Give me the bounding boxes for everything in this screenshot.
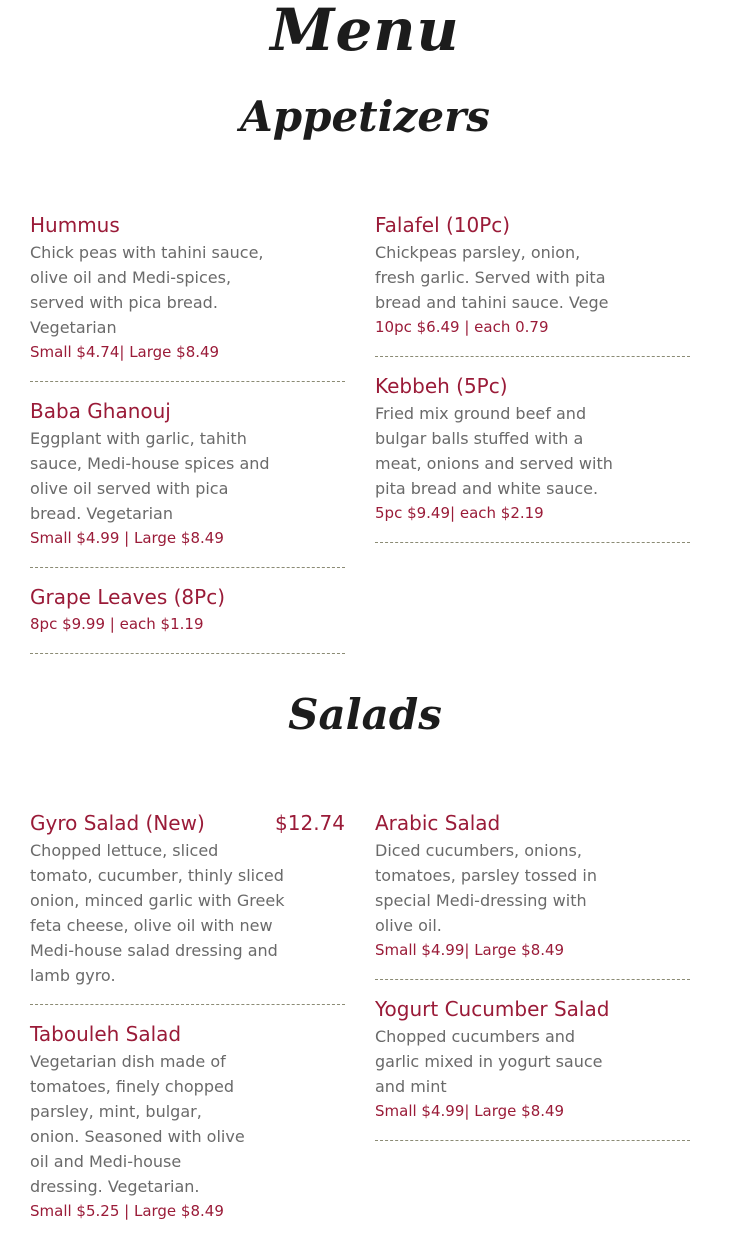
item-name: Gyro Salad (New) [30,811,205,835]
item-description: Fried mix ground beef and bulgar balls stuffed with a meat, onions and served with pita bread and white sauce. [375,404,613,498]
item-price: Small $4.99| Large $8.49 [375,941,565,959]
item-price: $12.74 [275,811,345,835]
item-description: Eggplant with garlic, tahith sauce, Medi-house spices and olive oil served with pica bread. Vegetarian [30,429,270,523]
item-description: Vegetarian dish made of tomatoes, finely chopped parsley, mint, bulgar, onion. Seasoned with olive oil and Medi-house dressing. Vegetarian. [30,1052,245,1196]
item-name: Kebbeh (5Pc) [375,374,508,398]
item-name: Yogurt Cucumber Salad [375,997,610,1021]
item-price: 5pc $9.49| each $2.19 [375,504,544,522]
menu-item-arabic-salad [375,810,690,980]
section-heading-salads: Salads [288,690,442,739]
menu-item-hummus [30,212,345,382]
item-name: Hummus [30,213,120,237]
item-name: Arabic Salad [375,811,501,835]
item-description: Chickpeas parsley, onion, fresh garlic. Served with pita bread and tahini sauce. Vege [375,243,609,312]
menu-item-tabouleh-salad [30,1021,345,1240]
item-description: Chopped lettuce, sliced tomato, cucumber, thinly sliced onion, minced garlic with Greek feta cheese, olive oil with new Medi-house salad dressing and lamb gyro. [30,841,285,985]
item-name: Grape Leaves (8Pc) [30,585,225,609]
item-name: Tabouleh Salad [30,1022,182,1046]
item-price: Small $5.25 | Large $8.49 [30,1202,224,1220]
item-description: Chick peas with tahini sauce, olive oil and Medi-spices, served with pica bread. Vegetarian [30,243,264,337]
item-price: 8pc $9.99 | each $1.19 [30,615,204,633]
menu-item-baba-ghanouj [30,398,345,568]
menu-item-kebbeh [375,373,690,543]
item-description: Chopped cucumbers and garlic mixed in yogurt sauce and mint [375,1027,603,1096]
item-name: Baba Ghanouj [30,399,171,423]
section-heading-appetizers: Appetizers [240,92,490,141]
item-price: Small $4.74| Large $8.49 [30,343,220,361]
item-price: 10pc $6.49 | each 0.79 [375,318,549,336]
item-name: Falafel (10Pc) [375,213,511,237]
menu-item-gyro-salad [30,810,345,1005]
menu-item-falafel [375,212,690,357]
item-description: Diced cucumbers, onions, tomatoes, parsley tossed in special Medi-dressing with olive oil. [375,841,597,935]
menu-item-grape-leaves [30,584,345,654]
menu-title: Menu [270,0,460,64]
menu-item-yogurt-cucumber-salad [375,996,690,1141]
item-price: Small $4.99| Large $8.49 [375,1102,565,1120]
item-price: Small $4.99 | Large $8.49 [30,529,224,547]
